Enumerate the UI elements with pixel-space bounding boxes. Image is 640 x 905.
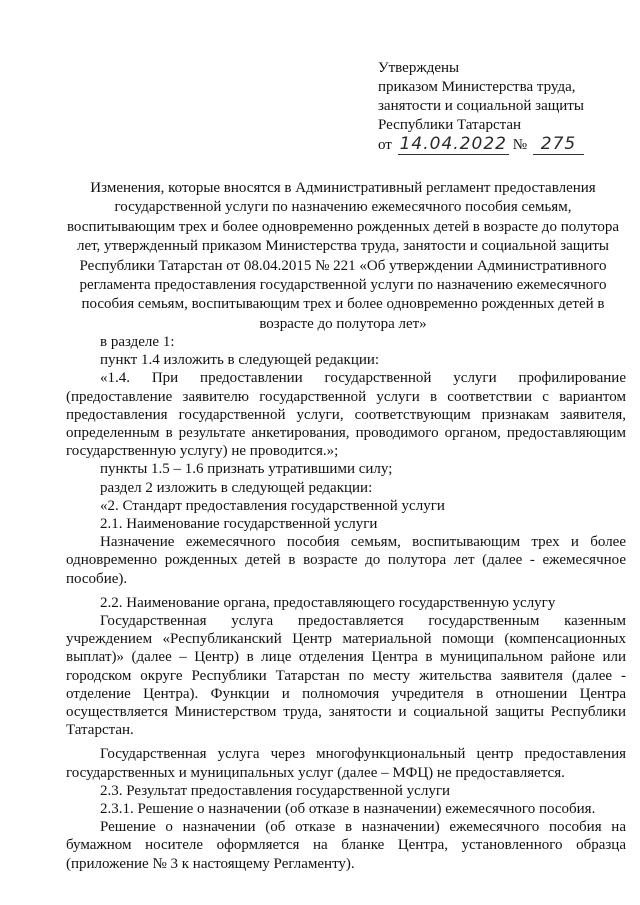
approval-date-line bbox=[378, 135, 618, 155]
approval-line-1: Утверждены bbox=[378, 60, 460, 76]
approval-block bbox=[378, 59, 618, 155]
paragraph: раздел 2 изложить в следующей редакции: bbox=[100, 479, 373, 496]
paragraph: пункт 1.4 изложить в следующей редакции: bbox=[100, 352, 380, 369]
approval-line-3: занятости и социальной защиты bbox=[378, 98, 584, 114]
subsection-heading: 2.3. Результат предоставления государственной услуги bbox=[100, 782, 451, 799]
paragraph: Государственная услуга через многофункциональный центр предоставления государственных и муниципальных услуг (далее – МФЦ) не предоставляется. bbox=[66, 746, 626, 781]
paragraph: в разделе 1: bbox=[100, 334, 175, 350]
approval-number-prefix: № bbox=[512, 137, 528, 153]
subsection-heading: 2.2. Наименование органа, предоставляющего государственную услугу bbox=[100, 594, 556, 611]
paragraph: 2.3.1. Решение о назначении (об отказе в назначении) ежемесячного пособия. bbox=[100, 801, 596, 818]
approval-line-4: Республики Татарстан bbox=[378, 117, 522, 133]
paragraph: «1.4. При предоставлении государственной услуги профилирование (предоставление заявителю государственной услуги в соответствии с вариантом предоставления государственной услуги, соответствующим признакам заявителя, определенным в результате анкетирования, проводимого органом, предоставляющим государственную услугу) не проводится.»; bbox=[66, 370, 626, 460]
handwritten-number: 275 bbox=[533, 135, 584, 155]
subsection-heading: 2.1. Наименование государственной услуги bbox=[100, 516, 378, 533]
handwritten-date: 14.04.2022 bbox=[399, 134, 507, 154]
approval-from-prefix: от bbox=[378, 137, 392, 153]
paragraph: Назначение ежемесячного пособия семьям, воспитывающим трех и более одновременно рожденных детей в возрасте до полутора лет (далее - ежемесячное пособие). bbox=[66, 534, 626, 587]
approval-line-2: приказом Министерства труда, bbox=[378, 79, 576, 95]
document-title: Изменения, которые вносятся в Административный регламент предоставления государственной услуги по назначению ежемесячного пособия семьям, воспитывающим трех и более одновременно рожденных детей в возрасте до полутора лет, утвержденный приказом Министерства труда, занятости и социальной защиты Республики Татарстан от 08.04.2015 № 221 «Об утверждении Административного регламента предоставления государственной услуги по назначению ежемесячного пособия семьям, воспитывающим трех и более одновременно рожденных детей в возрасте до полутора лет» bbox=[66, 180, 620, 332]
section-heading: «2. Стандарт предоставления государственной услуги bbox=[100, 497, 445, 514]
paragraph: Государственная услуга предоставляется государственным казенным учреждением «Республиканский Центр материальной помощи (компенсационных выплат)» (далее – Центр) в лице отделения Центра в муниципальном районе или городском округе Республики Татарстан по месту жительства заявителя (далее - отделение Центра). Функции и полномочия учредителя в отношении Центра осуществляется Министерством труда, занятости и социальной защиты Республики Татарстан. bbox=[66, 613, 626, 739]
document-body bbox=[66, 333, 626, 873]
paragraph: пункты 1.5 – 1.6 признать утратившими силу; bbox=[100, 461, 393, 478]
paragraph: Решение о назначении (об отказе в назначении) ежемесячного пособия на бумажном носителе оформляется на бланке Центра, установленного образца (приложение № 3 к настоящему Регламенту). bbox=[66, 819, 626, 872]
